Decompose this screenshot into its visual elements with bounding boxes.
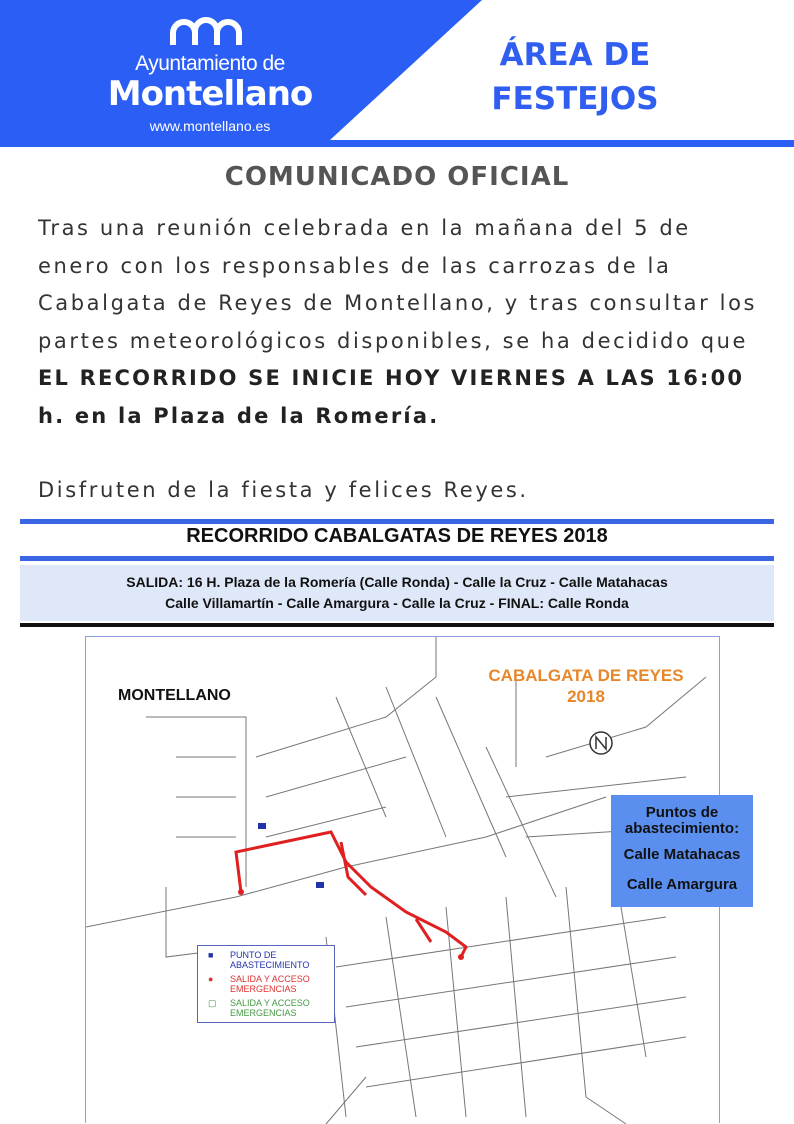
route-description	[20, 565, 774, 621]
website: www.montellano.es	[149, 118, 271, 134]
header	[0, 0, 794, 140]
legend-label: PUNTO DE	[230, 950, 277, 960]
notice-closing: Disfruten de la fiesta y felices Reyes.	[38, 478, 529, 502]
supply-square-icon: ■	[208, 950, 214, 960]
legend-label: EMERGENCIAS	[230, 984, 297, 994]
notice-highlight: EL RECORRIDO SE INICIE HOY VIERNES A LAS 16:00 h. en la Plaza de la Romería.	[38, 366, 745, 428]
map-title-line1: CABALGATA DE REYES	[488, 666, 684, 685]
route-line1: SALIDA: 16 H. Plaza de la Romería (Calle Ronda) - Calle la Cruz - Calle Matahacas	[126, 574, 668, 590]
legend-exit-green	[208, 998, 334, 1018]
map-town-label: MONTELLANO	[118, 687, 231, 704]
supply-title2: abastecimiento:	[624, 820, 740, 837]
legend-supply	[208, 950, 334, 970]
legend-label: SALIDA Y ACCESO	[230, 998, 310, 1008]
divider	[20, 623, 774, 627]
divider	[20, 556, 774, 561]
supply-point-marker	[316, 882, 324, 888]
org-prefix: Ayuntamiento de	[135, 52, 285, 75]
map-title-line2: 2018	[567, 687, 605, 706]
red-dot-icon: ●	[208, 974, 214, 984]
area-title	[470, 33, 680, 121]
route-line2: Calle Villamartín - Calle Amargura - Calle la Cruz - FINAL: Calle Ronda	[165, 595, 629, 611]
legend-exit-red	[208, 974, 334, 994]
map-legend	[197, 945, 335, 1023]
org-name: Montellano	[107, 74, 313, 114]
notice-title: COMUNICADO OFICIAL	[224, 162, 570, 192]
map-title	[466, 665, 706, 707]
route-map	[85, 636, 741, 1123]
divider	[20, 519, 774, 524]
supply-title1: Puntos de	[645, 804, 719, 821]
legend-label: ABASTECIMIENTO	[230, 960, 310, 970]
logo	[95, 48, 325, 134]
area-line1: ÁREA DE	[499, 37, 651, 73]
legend-label: SALIDA Y ACCESO	[230, 974, 310, 984]
notice-body	[38, 210, 768, 510]
route-title: RECORRIDO CABALGATAS DE REYES 2018	[186, 525, 608, 547]
area-line2: FESTEJOS	[491, 81, 659, 117]
supply-street-2: Calle Amargura	[626, 876, 738, 893]
supply-points-box	[611, 795, 753, 907]
supply-street-1: Calle Matahacas	[623, 846, 741, 863]
green-square-icon: ▢	[208, 998, 217, 1008]
legend-label: EMERGENCIAS	[230, 1008, 297, 1018]
supply-point-marker	[258, 823, 266, 829]
notice-text: Tras una reunión celebrada en la mañana del 5 de enero con los responsables de las carrozas de la Cabalgata de Reyes de Montellano, y tras consultar los partes meteorológicos disponibles, se ha decidido que	[38, 216, 758, 353]
route-line	[236, 832, 466, 957]
